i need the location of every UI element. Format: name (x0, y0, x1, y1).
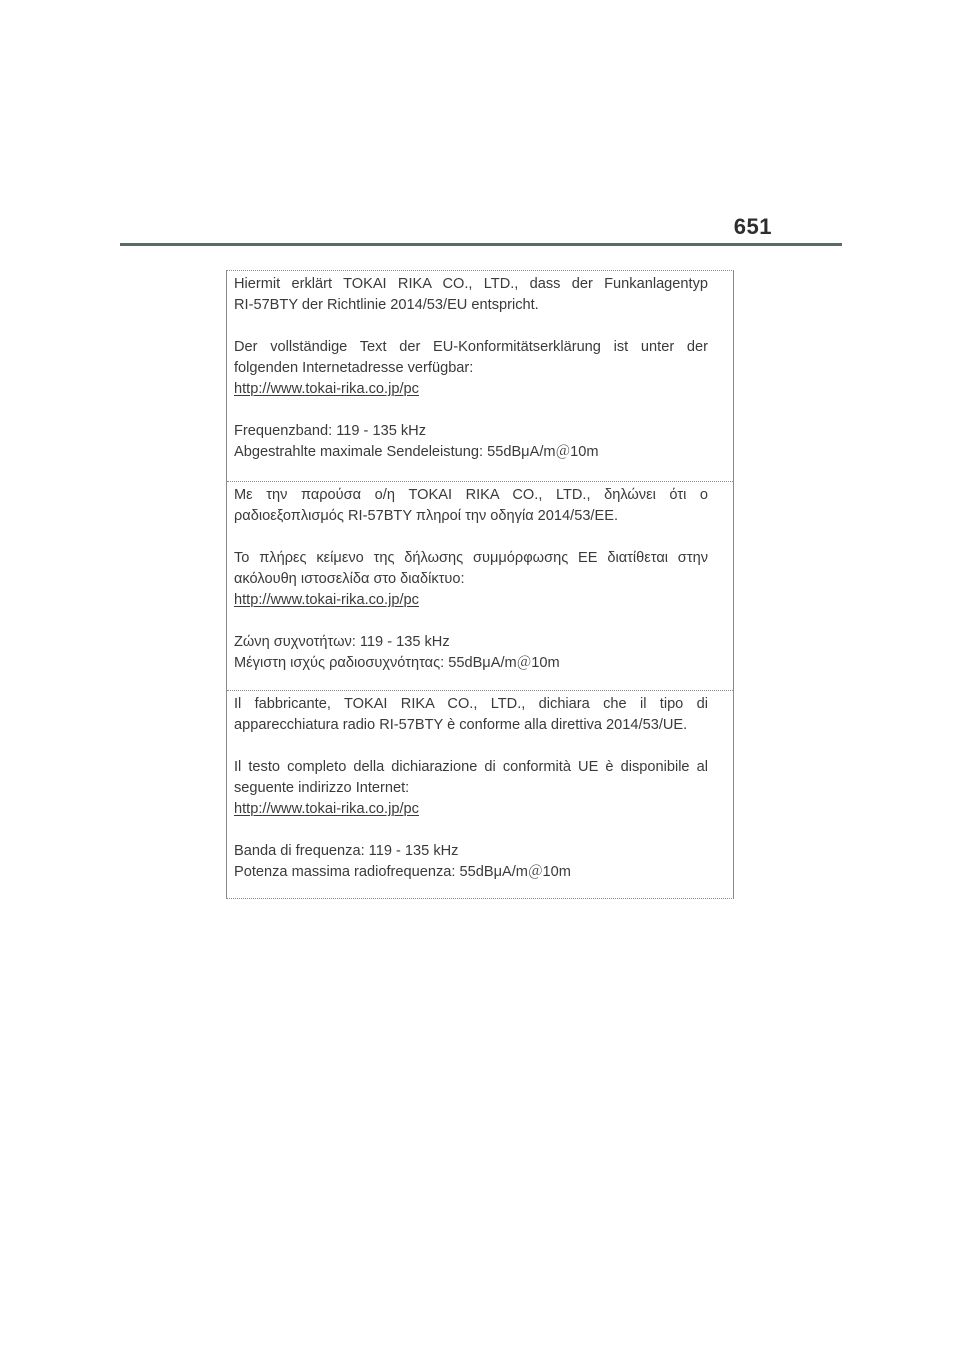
declaration-section-german (227, 271, 733, 482)
frequency-band: Banda di frequenza: 119 - 135 kHz (234, 843, 459, 859)
statement-line: Il fabbricante, TOKAI RIKA CO., LTD., dichiara che il tipo di (234, 696, 708, 712)
statement-line: Hiermit erklärt TOKAI RIKA CO., LTD., dass der Funkanlagentyp (234, 276, 708, 292)
fulltext-line: seguente indirizzo Internet: (234, 780, 410, 796)
frequency-band: Ζώνη συχνοτήτων: 119 - 135 kHz (234, 634, 450, 650)
max-power: Abgestrahlte maximale Sendeleistung: 55dBμA/m＠10m (234, 444, 599, 460)
max-power: Μέγιστη ισχύς ραδιοσυχνότητας: 55dBμA/m＠10m (234, 655, 560, 671)
declaration-url-link[interactable]: http://www.tokai-rika.co.jp/pc (234, 381, 419, 397)
fulltext-line: Το πλήρες κείμενο της δήλωσης συμμόρφωσης ΕΕ διατίθεται στην (234, 550, 708, 566)
declaration-url-link[interactable]: http://www.tokai-rika.co.jp/pc (234, 801, 419, 817)
fulltext-line: Der vollständige Text der EU-Konformitätserklärung ist unter der (234, 339, 708, 355)
page-number: 651 (733, 214, 772, 239)
fulltext-line: Il testo completo della dichiarazione di conformità UE è disponibile al (234, 759, 708, 775)
statement-line: RI-57BTY der Richtlinie 2014/53/EU entspricht. (234, 297, 539, 313)
max-power: Potenza massima radiofrequenza: 55dBμA/m＠10m (234, 864, 571, 880)
frequency-band: Frequenzband: 119 - 135 kHz (234, 423, 426, 439)
declaration-section-italian (227, 690, 733, 899)
declaration-url-link[interactable]: http://www.tokai-rika.co.jp/pc (234, 592, 419, 608)
fulltext-line: folgenden Internetadresse verfügbar: (234, 360, 474, 376)
declaration-box (226, 270, 734, 899)
declaration-section-greek (227, 481, 733, 691)
statement-line: Με την παρούσα ο/η TOKAI RIKA CO., LTD., δηλώνει ότι ο (234, 487, 708, 503)
statement-line: apparecchiatura radio RI-57BTY è conforme alla direttiva 2014/53/UE. (234, 717, 688, 733)
header-rule (120, 243, 842, 246)
fulltext-line: ακόλουθη ιστοσελίδα στο διαδίκτυο: (234, 571, 465, 587)
statement-line: ραδιοεξοπλισμός RI-57BTY πληροί την οδηγία 2014/53/ΕΕ. (234, 508, 619, 524)
